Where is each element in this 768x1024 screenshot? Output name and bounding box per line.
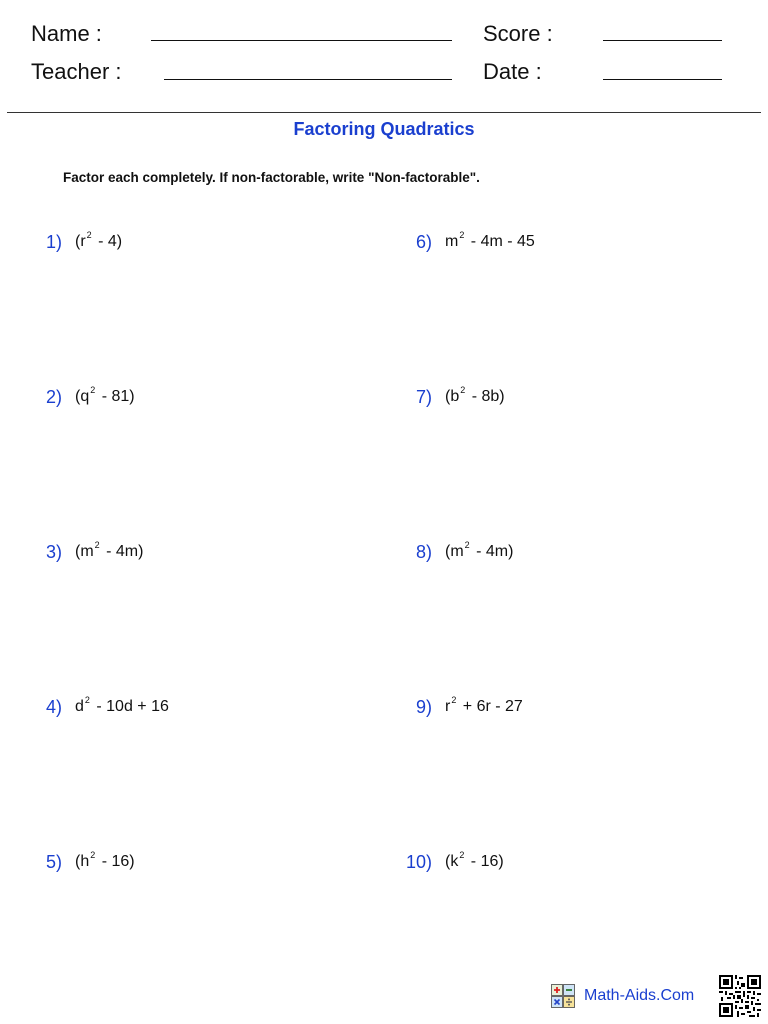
date-label: Date : <box>483 59 542 84</box>
problem-expression: $r^2 + 6r - 27$ <box>445 694 523 715</box>
problem-number: 10) <box>405 852 432 872</box>
instructions: Factor each completely. If non-factorable, write "Non-factorable". <box>63 170 480 185</box>
name-field[interactable] <box>151 40 452 41</box>
problem-expression: $(h^2 - 16)$ <box>75 849 135 870</box>
problem-8 <box>370 540 700 564</box>
problem-7 <box>370 385 700 409</box>
problem-expression: $(q^2 - 81)$ <box>75 384 135 405</box>
problem-expression: $m^2 - 4m - 45$ <box>445 229 535 250</box>
problem-number: 4) <box>45 697 62 717</box>
problem-2 <box>0 385 330 409</box>
problem-number: 2) <box>45 387 62 407</box>
header-divider <box>7 112 761 113</box>
math-aids-logo-icon[interactable] <box>551 984 575 1008</box>
problem-expression: $(b^2 - 8b)$ <box>445 384 505 405</box>
math-aids-link[interactable]: Math-Aids.Com <box>584 987 695 1004</box>
problem-6 <box>370 230 700 254</box>
score-label: Score : <box>483 21 553 46</box>
problem-expression: $(k^2 - 16)$ <box>445 849 504 870</box>
problem-expression: $(r^2 - 4)$ <box>75 229 123 250</box>
qr-code-icon <box>719 975 761 1017</box>
problem-10 <box>370 850 700 874</box>
problem-number: 9) <box>415 697 432 717</box>
problem-number: 8) <box>415 542 432 562</box>
problem-expression: $(m^2 - 4m)$ <box>75 539 144 560</box>
problem-3 <box>0 540 330 564</box>
problem-4 <box>0 695 330 719</box>
problem-number: 3) <box>45 542 62 562</box>
teacher-label: Teacher : <box>31 59 122 84</box>
problem-number: 7) <box>415 387 432 407</box>
problem-1 <box>0 230 330 254</box>
score-field[interactable] <box>603 40 722 41</box>
problem-number: 5) <box>45 852 62 872</box>
problem-5 <box>0 850 330 874</box>
teacher-field[interactable] <box>164 79 452 80</box>
problem-expression: $d^2 - 10d + 16$ <box>75 694 169 715</box>
problem-number: 6) <box>415 232 432 252</box>
problem-expression: $(m^2 - 4m)$ <box>445 539 514 560</box>
problem-9 <box>370 695 700 719</box>
problem-number: 1) <box>45 232 62 252</box>
page-title: Factoring Quadratics <box>293 119 475 139</box>
date-field[interactable] <box>603 79 722 80</box>
name-label: Name : <box>31 21 102 46</box>
